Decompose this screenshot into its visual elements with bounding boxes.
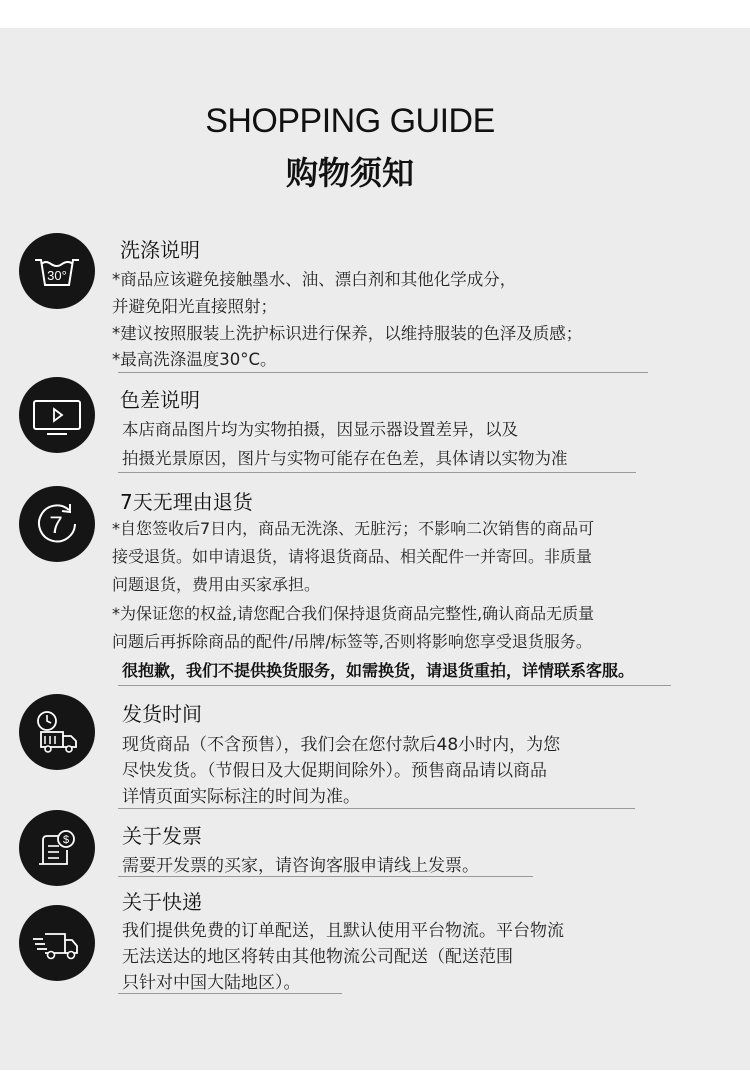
divider	[118, 685, 671, 686]
section-title: 洗涤说明	[120, 238, 200, 262]
divider	[118, 876, 533, 877]
text-line-notice: 很抱歉，我们不提供换货服务，如需换货，请退货重拍，详情联系客服。	[122, 661, 635, 680]
page-title-english: SHOPPING GUIDE	[205, 102, 495, 140]
section-title: 7天无理由退货	[120, 490, 253, 514]
text-line: 问题后再拆除商品的配件/吊牌/标签等,否则将影响您享受退货服务。	[112, 632, 592, 651]
text-line: 无法送达的地区将转由其他物流公司配送（配送范围	[122, 947, 513, 967]
text-line: 尽快发货。（节假日及大促期间除外）。预售商品请以商品	[122, 761, 547, 781]
text-line: 拍摄光景原因，图片与实物可能存在色差，具体请以实物为准	[122, 449, 568, 468]
invoice-icon	[19, 810, 95, 886]
text-line: 本店商品图片均为实物拍摄，因显示器设置差异，以及	[122, 420, 518, 439]
text-line: 详情页面实际标注的时间为准。	[122, 787, 360, 807]
svg-text:7: 7	[49, 512, 63, 539]
divider	[118, 993, 342, 994]
svg-text:30°: 30°	[47, 268, 67, 283]
section-title: 关于快递	[122, 890, 202, 914]
svg-text:$: $	[62, 834, 70, 846]
text-line: 接受退货。如申请退货，请将退货商品、相关配件一并寄回。非质量	[112, 547, 593, 566]
section-title: 关于发票	[122, 824, 202, 848]
text-line: *商品应该避免接触墨水、油、漂白剂和其他化学成分，	[112, 270, 517, 289]
delivery-clock-icon	[19, 694, 95, 770]
monitor-play-icon	[19, 377, 95, 453]
divider	[118, 372, 648, 373]
section-title: 发货时间	[122, 702, 202, 726]
text-line: 问题退货，费用由买家承担。	[112, 575, 321, 594]
washing-temperature-icon	[19, 233, 95, 309]
text-line: 现货商品（不含预售），我们会在您付款后48小时内，为您	[122, 735, 561, 755]
divider	[118, 472, 636, 473]
text-line: 只针对中国大陆地区）。	[122, 973, 301, 993]
page-title-chinese: 购物须知	[285, 154, 414, 192]
text-line: *最高洗涤温度30°C。	[112, 350, 277, 369]
text-line: *为保证您的权益,请您配合我们保持退货商品完整性,确认商品无质量	[112, 604, 595, 623]
text-line: 并避免阳光直接照射；	[112, 297, 277, 316]
express-truck-icon	[19, 905, 95, 981]
seven-day-return-icon	[19, 486, 95, 562]
text-line: *建议按照服装上洗护标识进行保养，以维持服装的色泽及质感；	[112, 324, 583, 343]
text-line: 我们提供免费的订单配送，且默认使用平台物流。平台物流	[122, 921, 564, 941]
divider	[118, 808, 635, 809]
text-line: 需要开发票的买家，请咨询客服申请线上发票。	[122, 856, 479, 876]
text-line: *自您签收后7日内，商品无洗涤、无脏污；不影响二次销售的商品可	[112, 519, 595, 538]
section-title: 色差说明	[120, 388, 200, 412]
